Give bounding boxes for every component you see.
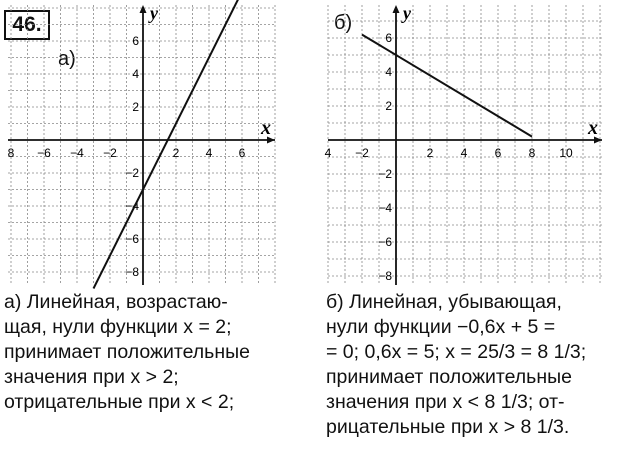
y-tick-label: 2	[132, 100, 139, 114]
x-tick-label: 6	[238, 146, 246, 160]
y-tick-label: −6	[125, 232, 139, 246]
caption-b-line-3: = 0; 0,6x = 5; x = 25/3 = 8 1/3;	[326, 341, 587, 363]
x-tick-label: 6	[494, 146, 502, 160]
y-tick-label: 4	[385, 65, 392, 79]
function-graph-line	[94, 0, 267, 289]
caption-b	[326, 290, 586, 440]
y-tick-label: −8	[378, 269, 392, 283]
caption-b-line-2: нули функции −0,6x + 5 =	[326, 316, 556, 338]
caption-a-line-3: принимает положительные	[4, 341, 250, 363]
y-tick-label: 2	[385, 99, 392, 113]
x-tick-label: 4	[324, 146, 332, 160]
panel-b-label: б)	[334, 12, 353, 34]
y-tick-label: −8	[125, 265, 139, 279]
x-tick-label: 8	[7, 146, 15, 160]
x-tick-label: −2	[355, 146, 369, 160]
y-tick-label: −2	[125, 166, 139, 180]
x-axis-label: x	[588, 117, 598, 139]
y-tick-label: 6	[132, 34, 139, 48]
x-tick-label: 8	[528, 146, 536, 160]
y-axis-label: y	[403, 3, 411, 23]
x-tick-label: 10	[559, 146, 573, 160]
y-tick-label: −4	[378, 201, 392, 215]
x-axis-label: x	[261, 117, 271, 139]
panel-a-label: а)	[58, 48, 76, 70]
x-tick-label: 2	[426, 146, 434, 160]
caption-b-line-4: принимает положительные	[326, 366, 572, 388]
x-tick-label: 4	[205, 146, 213, 160]
y-tick-label: 6	[385, 31, 392, 45]
caption-a-line-4: значения при x > 2;	[4, 366, 179, 388]
x-tick-label: −4	[70, 146, 84, 160]
y-tick-label: −4	[125, 199, 139, 213]
x-tick-label: −6	[37, 146, 51, 160]
y-axis-arrow	[140, 5, 147, 13]
y-axis-arrow	[393, 5, 400, 13]
x-tick-label: −2	[103, 146, 117, 160]
caption-a-line-2: щая, нули функции x = 2;	[4, 316, 232, 338]
caption-a	[4, 290, 250, 415]
y-axis-label: y	[150, 3, 158, 23]
y-tick-label: −6	[378, 235, 392, 249]
x-tick-label: 2	[172, 146, 180, 160]
problem-number: 46.	[4, 10, 50, 40]
y-tick-label: −2	[378, 167, 392, 181]
caption-b-line-5: значения при x < 8 1/3; от-	[326, 391, 565, 413]
caption-a-line-5: отрицательные при x < 2;	[4, 391, 235, 413]
x-tick-label: 4	[460, 146, 468, 160]
caption-a-line-1: а) Линейная, возрастаю-	[4, 291, 228, 313]
caption-b-line-1: б) Линейная, убывающая,	[326, 291, 562, 313]
y-tick-label: 4	[132, 67, 139, 81]
caption-b-line-6: рицательные при x > 8 1/3.	[326, 416, 570, 438]
